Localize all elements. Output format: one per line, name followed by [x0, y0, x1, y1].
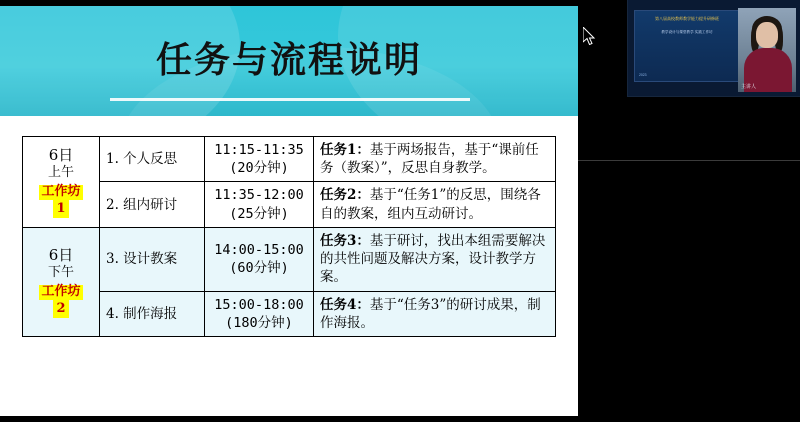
- workshop-tag: 工作坊: [41, 283, 81, 299]
- task-label: 任务2：: [320, 187, 370, 204]
- session-day: 6日: [48, 146, 74, 165]
- video-slide-title: 第八届高校教师教学能力提升研修班: [655, 16, 719, 21]
- title-underline: [110, 98, 470, 101]
- time-duration: (60分钟): [229, 260, 289, 277]
- time-range: 15:00-18:00: [214, 296, 304, 313]
- time-cell: [205, 291, 314, 336]
- video-slide-subtitle: 教学设计与课堂教学 实践工作坊: [661, 29, 713, 34]
- workshop-number: 2: [53, 300, 69, 318]
- time-range: 11:35-12:00: [214, 187, 304, 204]
- time-duration: (25分钟): [229, 205, 289, 222]
- schedule-table-wrapper: [22, 136, 556, 337]
- time-cell: [205, 182, 314, 227]
- table-row: [23, 227, 556, 291]
- item-cell: 4. 制作海报: [100, 291, 205, 336]
- slide-title: 任务与流程说明: [155, 39, 422, 81]
- task-text: 基于研讨，找出本组需要解决的共性问题及解决方案，设计教学方案。: [320, 232, 546, 286]
- time-duration: (180分钟): [225, 314, 293, 331]
- panel-divider: [578, 160, 800, 161]
- task-text: 基于“任务3”的研讨成果，制作海报。: [320, 296, 541, 331]
- task-text: 基于两场报告，基于“课前任务（教案）”，反思自身教学。: [320, 142, 539, 177]
- participant-name-label: 主讲人: [741, 84, 757, 90]
- session-part: 上午: [47, 164, 74, 180]
- item-cell: 2. 组内研讨: [100, 182, 205, 227]
- participant-webcam: [738, 8, 796, 92]
- workshop-number: 1: [53, 200, 69, 218]
- time-cell: [205, 227, 314, 291]
- task-cell: [314, 291, 556, 336]
- table-row: [23, 291, 556, 336]
- task-cell: [314, 182, 556, 227]
- video-shared-slide-thumbnail: [634, 10, 740, 82]
- participant-video-tile[interactable]: [627, 0, 800, 97]
- time-cell: [205, 137, 314, 182]
- table-row: [23, 137, 556, 182]
- task-text: 基于“任务1”的反思，围绕各自的教案，组内互动研讨。: [320, 187, 541, 222]
- item-cell: 3. 设计教案: [100, 227, 205, 291]
- task-label: 任务3：: [320, 232, 370, 249]
- session-cell-afternoon: [23, 227, 100, 336]
- task-label: 任务1：: [320, 142, 370, 158]
- session-part: 下午: [47, 264, 74, 280]
- task-cell: [314, 227, 556, 291]
- item-cell: 1. 个人反思: [100, 137, 205, 182]
- person-face: [756, 22, 778, 48]
- time-range: 11:15-11:35: [214, 142, 304, 158]
- session-day: 6日: [48, 246, 74, 265]
- schedule-table: [22, 136, 556, 337]
- task-label: 任务4：: [320, 296, 370, 313]
- session-cell-morning: [23, 137, 100, 228]
- shared-slide: [0, 6, 578, 416]
- video-slide-footer: 2023: [639, 73, 647, 77]
- time-duration: (20分钟): [229, 160, 289, 177]
- workshop-tag: 工作坊: [41, 183, 81, 199]
- table-row: [23, 182, 556, 227]
- task-cell: [314, 137, 556, 182]
- slide-header-banner: [0, 6, 578, 116]
- time-range: 14:00-15:00: [214, 241, 304, 258]
